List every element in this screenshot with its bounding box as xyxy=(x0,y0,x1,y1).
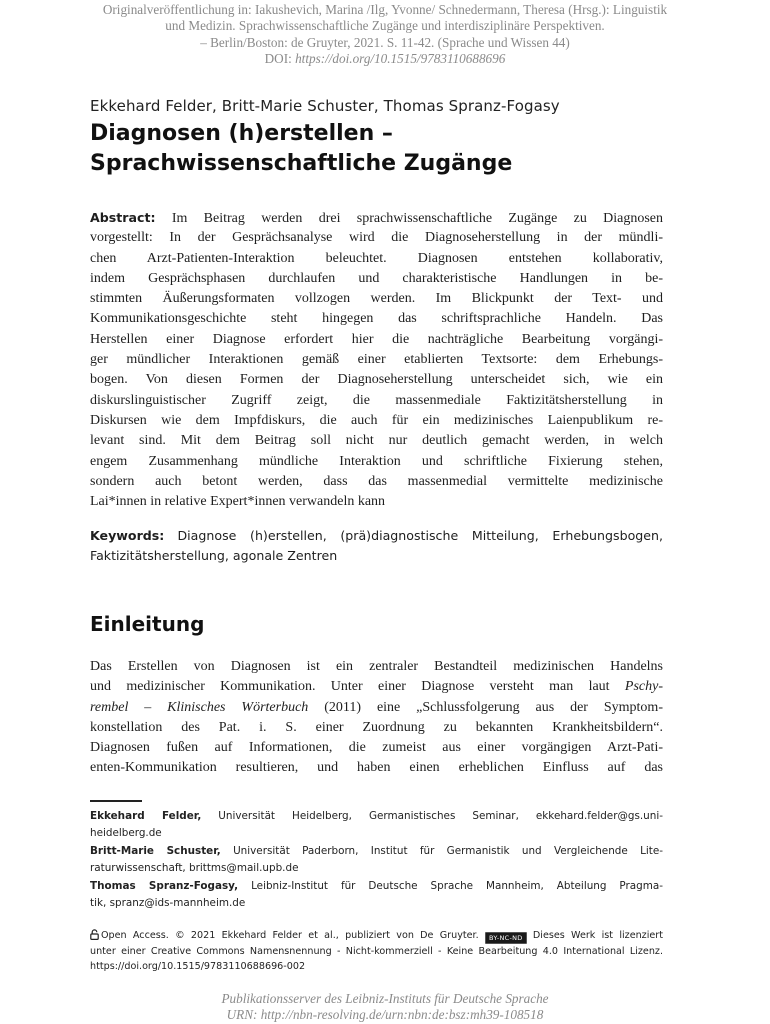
keywords-line: Faktizitätsherstellung, agonale Zentren xyxy=(90,548,338,564)
affiliation-name: Thomas Spranz-Fogasy, xyxy=(90,879,239,892)
abstract-label: Abstract: xyxy=(90,210,156,225)
intro-line: konstellation des Pat. i. S. einer Zuordnung zu bekannten Krankheitsbildern“. xyxy=(90,719,663,735)
abstract-line: Diskursen wie dem Impfdiskurs, die auch für ein medizinisches Laienpublikum re- xyxy=(90,412,663,428)
open-access-line: unter einer Creative Commons Namensnennung - Nicht-kommerziell - Keine Bearbeitung 4.0 International Lizenz. xyxy=(90,945,663,957)
chapter-doi-link[interactable]: https://doi.org/10.1515/9783110688696-002 xyxy=(90,961,306,973)
intro-line: Das Erstellen von Diagnosen ist ein zentraler Bestandteil medizinischen Handelns xyxy=(90,659,663,674)
cc-license-badge: BY-NC-ND xyxy=(485,932,527,944)
abstract-line: vorgestellt: In der Gesprächsanalyse wird die Diagnoseherstellung in der mündli- xyxy=(90,230,663,246)
abstract-line: bogen. Von diesen Formen der Diagnoseherstellung unterscheidet sich, wie ein xyxy=(90,372,663,388)
doi-label: DOI: xyxy=(264,51,292,67)
publication-note-line: und Medizin. Sprachwissenschaftliche Zugänge und interdisziplinäre Perspektiven. xyxy=(165,18,605,34)
open-access-notice xyxy=(90,928,663,975)
repository-footer xyxy=(20,991,750,1024)
abstract-line: Herstellen einer Diagnose erfordert hier die nachträgliche Bearbeitung vorgängi- xyxy=(90,331,663,347)
abstract-line: sondern auch betont werden, dass das massenmedial vermittelte medizinische xyxy=(90,473,663,489)
intro-line: und medizinischer Kommunikation. Unter einer Diagnose versteht man laut Pschy- xyxy=(90,679,663,695)
title-line: Sprachwissenschaftliche Zugänge xyxy=(90,151,513,176)
urn-link[interactable]: URN: http://nbn-resolving.de/urn:nbn:de:bsz:mh39-108518 xyxy=(226,1007,544,1023)
abstract-line: levant sind. Mit dem Beitrag soll nicht nur deutlich gemacht werden, in welch xyxy=(90,433,663,449)
keywords-label: Keywords: xyxy=(90,528,165,543)
publication-note xyxy=(20,2,750,68)
abstract-line: chen Arzt-Patienten-Interaktion beleuchtet. Diagnosen entstehen kollaborativ, xyxy=(90,250,663,266)
abstract-line: indem Gesprächsphasen durchlaufen und charakteristische Handlungen in be- xyxy=(90,270,663,286)
affiliation-line: Thomas Spranz-Fogasy, Leibniz-Institut für Deutsche Sprache Mannheim, Abteilung Pragma- xyxy=(90,879,663,892)
abstract-line: diskurslinguistischer Zugriff zeigt, die massenmediale Faktizitätsherstellung in xyxy=(90,392,663,408)
affiliation-line: raturwissenschaft, brittms@mail.upb.de xyxy=(90,862,299,875)
publication-note-line: Originalveröffentlichung in: Iakushevich, Marina /Ilg, Yvonne/ Schnedermann, Theresa (Hrsg.): Linguistik xyxy=(102,2,668,17)
author-list: Ekkehard Felder, Britt-Marie Schuster, Thomas Spranz-Fogasy xyxy=(90,97,560,115)
abstract-line: engem Zusammenhang mündliche Interaktion und schriftliche Fixierung stehen, xyxy=(90,453,663,469)
doi-link[interactable]: https://doi.org/10.1515/9783110688696 xyxy=(295,51,506,67)
abstract-line: Lai*innen in relative Expert*innen verwandeln kann xyxy=(90,494,386,510)
affiliation-name: Ekkehard Felder, xyxy=(90,810,202,822)
abstract xyxy=(90,208,663,512)
intro-line: rembel – Klinisches Wörterbuch (2011) eine „Schlussfolgerung aus der Symptom- xyxy=(90,699,663,715)
affiliation-line: Ekkehard Felder, Universität Heidelberg, Germanistisches Seminar, ekkehard.felder@gs.uni- xyxy=(90,810,663,822)
affiliations xyxy=(90,808,663,912)
open-access-line: Open Access. © 2021 Ekkehard Felder et al., publiziert von De Gruyter. BY-NC-ND Dieses Werk ist lizenziert xyxy=(90,928,663,944)
abstract-line: Kommunikationsgeschichte steht hingegen das schriftsprachliche Handeln. Das xyxy=(90,311,663,327)
publication-note-line: – Berlin/Boston: de Gruyter, 2021. S. 11-42. (Sprache und Wissen 44) xyxy=(200,34,570,50)
affiliation-name: Britt-Marie Schuster, xyxy=(90,844,221,857)
affiliation-line: heidelberg.de xyxy=(90,827,162,840)
keywords xyxy=(90,526,663,567)
keywords-line: Keywords: Diagnose (h)erstellen, (prä)diagnostische Mitteilung, Erhebungsbogen, xyxy=(90,528,664,543)
abstract-line: ger mündlicher Interaktionen gemäß einer etablierten Textsorte: dem Erhebungs- xyxy=(90,352,663,368)
intro-line: Diagnosen fußen auf Informationen, die zumeist aus einer vorgängigen Arzt-Pati- xyxy=(90,740,663,756)
abstract-line: Abstract: Im Beitrag werden drei sprachwissenschaftliche Zugänge zu Diagnosen xyxy=(90,210,664,226)
abstract-line: stimmten Äußerungsformaten vollzogen werden. Im Blickpunkt der Text- und xyxy=(90,291,663,307)
title-line: Diagnosen (h)erstellen – xyxy=(90,121,393,146)
footer-line: Publikationsserver des Leibniz-Instituts für Deutsche Sprache xyxy=(221,991,549,1006)
intro-line: enten-Kommunikation resultieren, und haben einen erheblichen Einfluss auf das xyxy=(90,760,663,776)
doi-line xyxy=(20,51,750,67)
footnote-divider xyxy=(90,800,142,802)
article-title xyxy=(90,119,690,179)
affiliation-line: Britt-Marie Schuster, Universität Paderborn, Institut für Germanistik und Vergleichende Lite- xyxy=(90,844,663,857)
affiliation-line: tik, spranz@ids-mannheim.de xyxy=(90,896,246,909)
section-heading: Einleitung xyxy=(90,612,205,636)
intro-paragraph xyxy=(90,657,663,779)
